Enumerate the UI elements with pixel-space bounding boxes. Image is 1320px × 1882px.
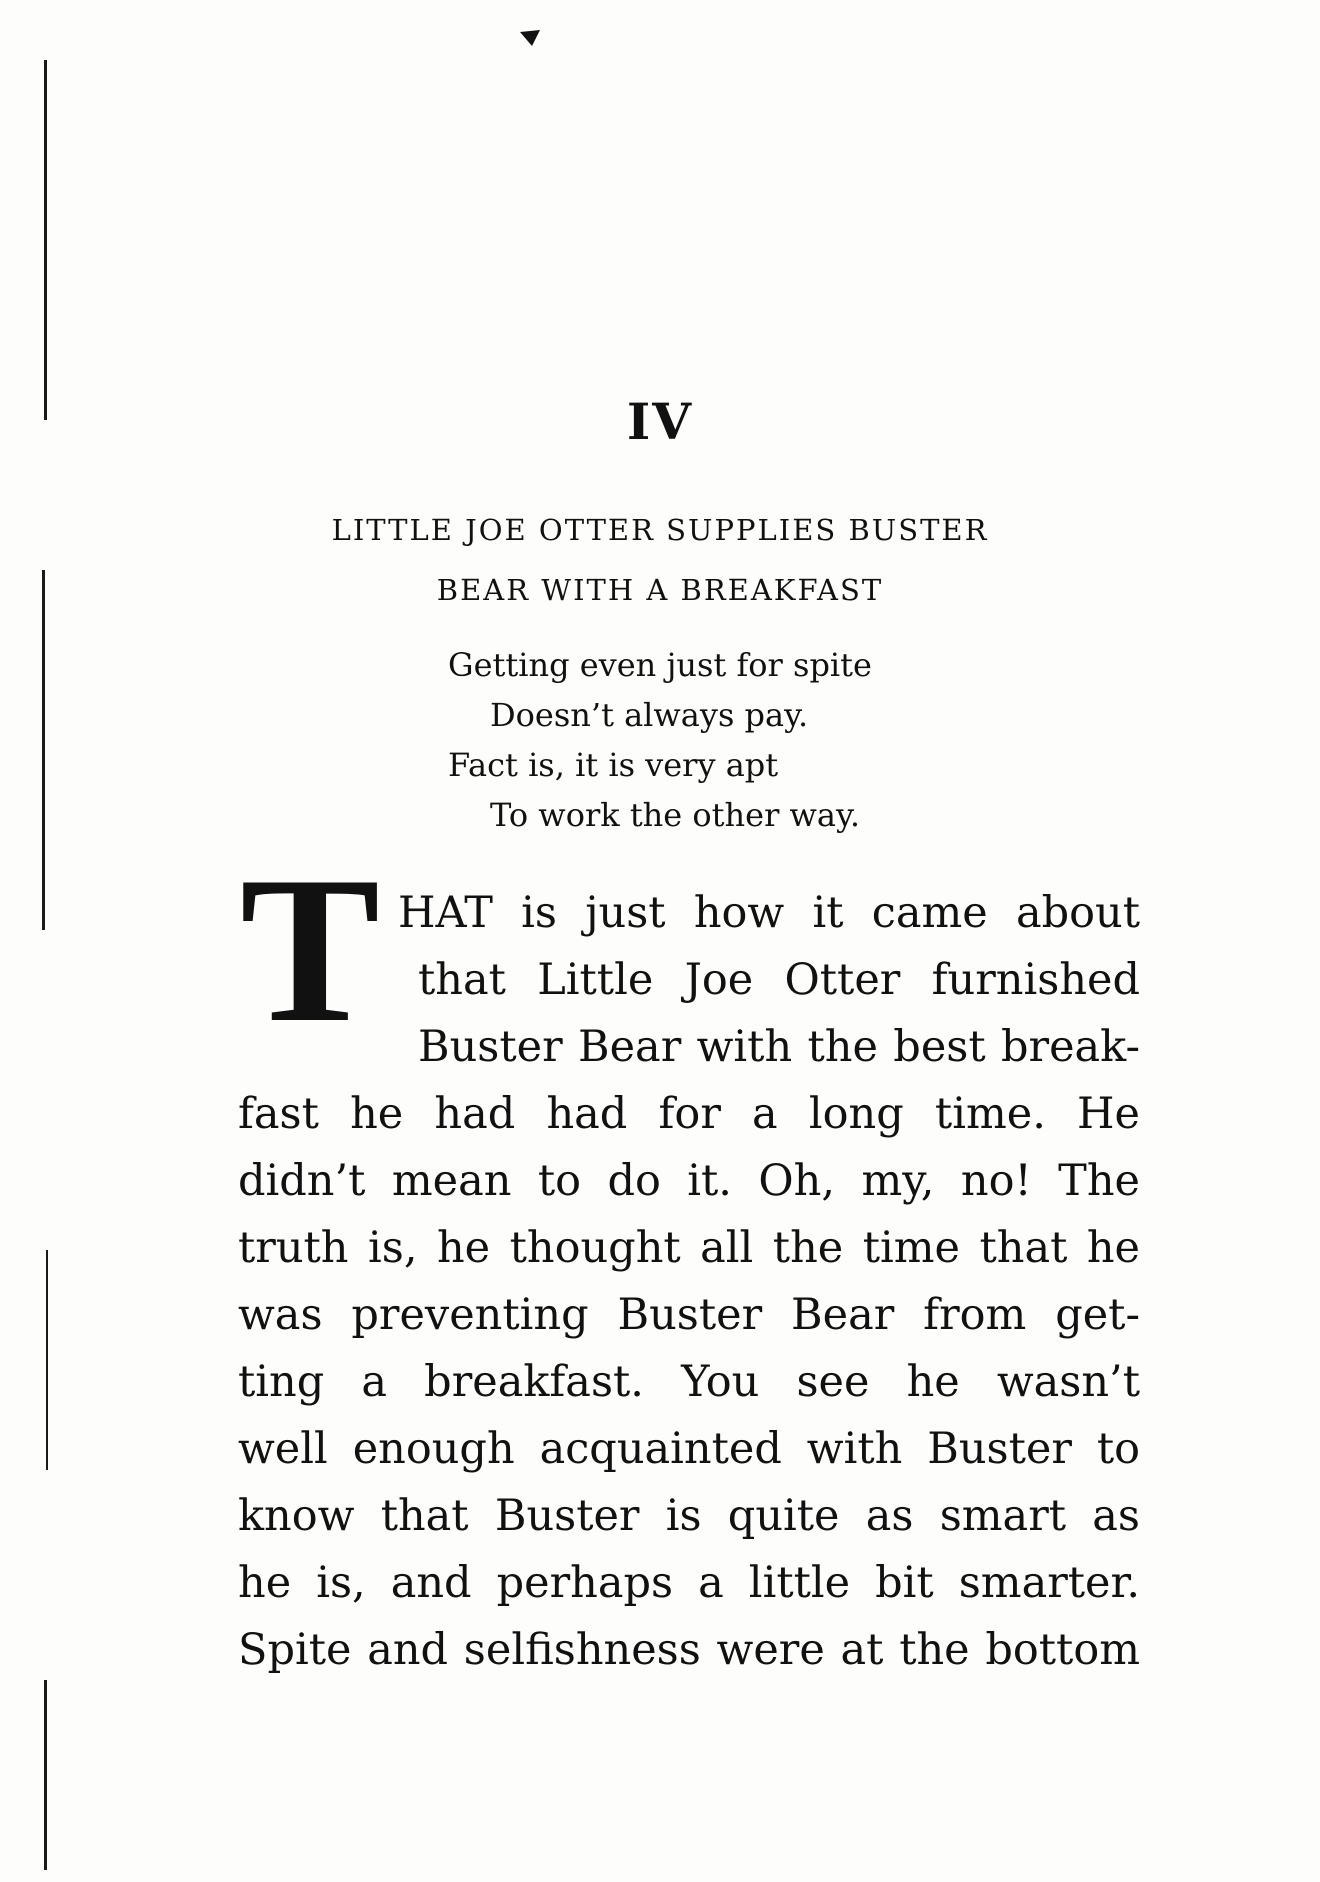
scan-edge-mark (42, 570, 45, 930)
paragraph-line: fast he had had for a long time. He (238, 1089, 1140, 1139)
chapter-title (0, 500, 1320, 620)
drop-cap-letter: T (240, 834, 381, 1066)
chapter-number: IV (626, 392, 694, 451)
paragraph-line: that Little Joe Otter furnished (418, 955, 1140, 1005)
paragraph-line: he is, and perhaps a little bit smarter. (238, 1558, 1140, 1608)
paragraph-line: HAT is just how it came about (398, 888, 1140, 938)
paragraph-line: ting a breakfast. You see he wasn’t (238, 1357, 1140, 1407)
paragraph-line: didn’t mean to do it. Oh, my, no! The (238, 1156, 1140, 1206)
epigraph-verse (448, 640, 872, 840)
paragraph-line: well enough acquainted with Buster to (238, 1424, 1140, 1474)
verse-line: Doesn’t always pay. (490, 696, 809, 734)
paragraph-line: truth is, he thought all the time that he (238, 1223, 1140, 1273)
paragraph-line: know that Buster is quite as smart as (238, 1491, 1140, 1541)
body-paragraph (238, 880, 1140, 1684)
verse-line: Fact is, it is very apt (448, 746, 779, 784)
ink-mark-icon (520, 30, 540, 46)
chapter-title-line: LITTLE JOE OTTER SUPPLIES BUSTER (331, 513, 989, 547)
scan-edge-mark (46, 1250, 48, 1470)
paragraph-line: was preventing Buster Bear from get- (238, 1290, 1140, 1340)
verse-line: To work the other way. (490, 796, 860, 834)
scan-edge-mark (44, 60, 47, 420)
paragraph-line: Spite and selfishness were at the bottom (238, 1625, 1140, 1675)
scan-edge-mark (44, 1680, 47, 1870)
paragraph-line: Buster Bear with the best break- (418, 1022, 1140, 1072)
verse-line: Getting even just for spite (448, 646, 872, 684)
chapter-title-line: BEAR WITH A BREAKFAST (436, 573, 884, 607)
